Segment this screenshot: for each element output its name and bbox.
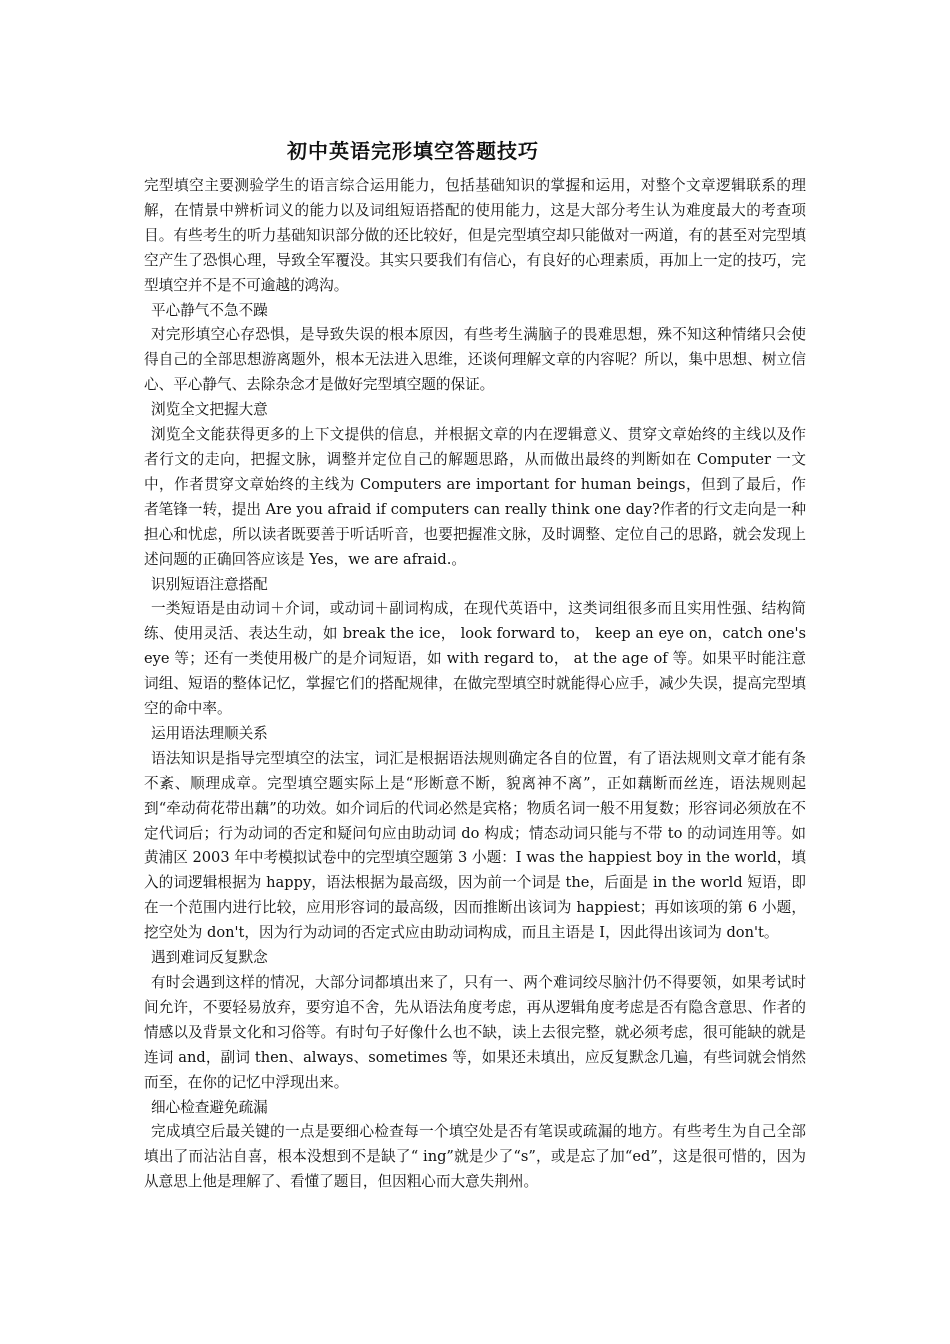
intro-paragraph: 完型填空主要测验学生的语言综合运用能力，包括基础知识的掌握和运用，对整个文章逻辑联系的理解，在情景中辨析词义的能力以及词组短语搭配的使用能力，这是大部分考生认为难度最大的考查项目。有些考生的听力基础知识部分做的还比较好，但是完型填空却只能做对一两道，有的甚至对完型填空产生了恐惧心理，导致全军覆没。其实只要我们有信心，有良好的心理素质，再加上一定的技巧，完型填空并不是不可逾越的鸿沟。 (144, 177, 806, 294)
section-paragraph-3: 一类短语是由动词＋介词，或动词＋副词构成，在现代英语中，这类词组很多而且实用性强、结构简练、使用灵活、表达生动，如 break the ice， look forward to， keep an eye on，catch one's eye 等；还有一类使用极广的是介词短语，如 with regard to， at the age of 等。如果平时能注意词组、短语的整体记忆，掌握它们的搭配规律，在做完型填空时就能得心应手，减少失误，提高完型填空的命中率。 (144, 600, 806, 718)
section-paragraph-5: 有时会遇到这样的情况，大部分词都填出来了，只有一、两个难词绞尽脑汁仍不得要领，如果考试时间允许，不要轻易放弃，要穷追不舍，先从语法角度考虑，再从逻辑角度考虑是否有隐含意思、作者的情感以及背景文化和习俗等。有时句子好像什么也不缺，读上去很完整，就必须考虑，很可能缺的就是连词 and，副词 then、always、sometimes 等，如果还未填出，应反复默念几遍，有些词就会悄然而至，在你的记忆中浮现出来。 (144, 974, 806, 1091)
section-heading-3: 识别短语注意搭配 (151, 575, 268, 593)
document-body (144, 174, 806, 1195)
section-heading-4: 运用语法理顺关系 (151, 724, 268, 742)
section-paragraph-1: 对完形填空心存恐惧，是导致失误的根本原因，有些考生满脑子的畏难思想，殊不知这种情绪只会使得自己的全部思想游离题外，根本无法进入思维，还谈何理解文章的内容呢？所以，集中思想、树立信心、平心静气、去除杂念才是做好完型填空题的保证。 (144, 326, 806, 394)
section-heading-1: 平心静气不急不躁 (151, 301, 268, 319)
section-heading-2: 浏览全文把握大意 (151, 401, 268, 419)
section-heading-5: 遇到难词反复默念 (151, 949, 268, 967)
section-paragraph-4: 语法知识是指导完型填空的法宝，词汇是根据语法规则确定各自的位置，有了语法规则文章才能有条不紊、顺理成章。完型填空题实际上是“形断意不断，貌离神不离”，正如藕断而丝连，语法规则起到“牵动荷花带出藕”的功效。如介词后的代词必然是宾格；物质名词一般不用复数；形容词必须放在不定代词后；行为动词的否定和疑问句应由助动词 do 构成；情态动词只能与不带 to 的动词连用等。如黄浦区 2003 年中考模拟试卷中的完型填空题第 3 小题：I was the happiest boy in the world，填入的词逻辑根据为 happy，语法根据为最高级，因为前一个词是 the，后面是 in the world 短语，即在一个范围内进行比较，应用形容词的最高级，因而推断出该词为 happiest；再如该项的第 6 小题，挖空处为 don't，因为行为动词的否定式应由助动词构成，而且主语是 I，因此得出该词为 don't。 (144, 749, 806, 942)
section-paragraph-2: 浏览全文能获得更多的上下文提供的信息，并根据文章的内在逻辑意义、贯穿文章始终的主线以及作者行文的走向，把握文脉，调整并定位自己的解题思路，从而做出最终的判断如在 Computer 一文中，作者贯穿文章始终的主线为 Computers are important for human beings，但到了最后，作者笔锋一转，提出 Are you afraid if computers can really think one day?作者的行文走向是一种担心和忧虑，所以读者既要善于听话听音，也要把握准文脉，及时调整、定位自己的思路，就会发现上述问题的正确回答应该是 Yes，we are afraid.。 (144, 426, 806, 568)
section-paragraph-6: 完成填空后最关键的一点是要细心检查每一个填空处是否有笔误或疏漏的地方。有些考生为自己全部填出了而沾沾自喜，根本没想到不是缺了“ ing”就是少了“s”，或是忘了加“ed”，这是很可惜的，因为从意思上他是理解了、看懂了题目，但因粗心而大意失荆州。 (144, 1123, 806, 1191)
document-title: 初中英语完形填空答题技巧 (287, 139, 539, 163)
section-heading-6: 细心检查避免疏漏 (151, 1098, 268, 1116)
